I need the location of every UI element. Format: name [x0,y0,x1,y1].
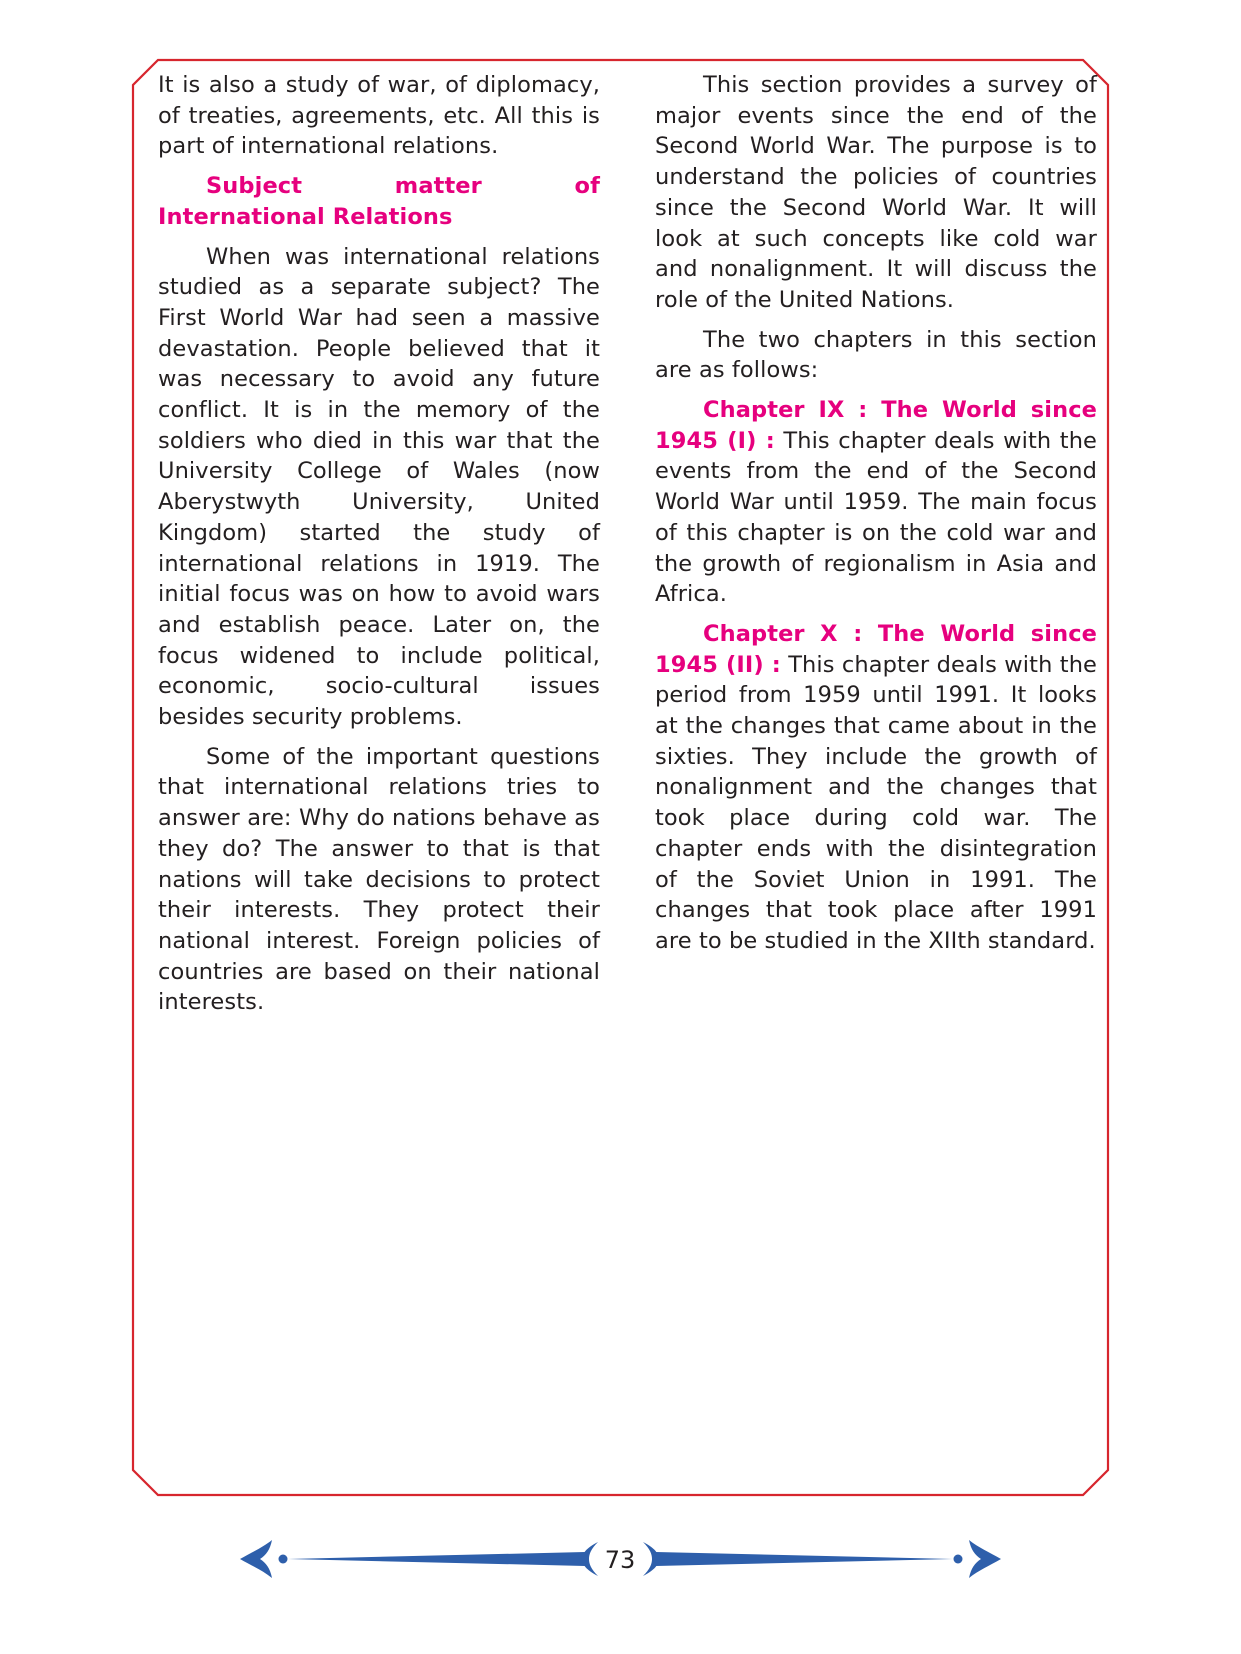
left-fleur-icon [240,1540,272,1578]
section-heading-subject-matter: Subject matter of International Relations [158,173,600,230]
paragraph-important-questions: Some of the important questions that international relations tries to answer are: Why do nations behave as they do? The answer to that is that nations will take decisions to protect their interests. They protect their national interest. Foreign policies of countries are based on their national interests. [158,743,600,1016]
page-number: 73 [604,1546,636,1574]
paragraph-two-chapters: The two chapters in this section are as follows: [655,326,1097,384]
left-ornament-bar [288,1552,585,1566]
right-text-column [655,70,1097,966]
chapter-x-text: This chapter deals with the period from 1959 until 1991. It looks at the changes that came about in the sixties. They include the growth of nonalignment and the changes that took place during cold war. The chapter ends with the disintegration of the Soviet Union in 1991. The changes that took place after 1991 are to be studied in the XIIth standard. [655,651,1098,954]
chapter-ix-description [655,395,1097,610]
right-ornament-bar [656,1552,953,1566]
left-text-column [158,70,600,1027]
paragraph-separate-subject: When was international relations studied as a separate subject? The First World War had seen a massive devastation. People believed that it was necessary to avoid any future conflict. It is in the memory of the soldiers who died in this war that the University College of Wales (now Aberystwyth University, United Kingdom) started the study of international relations in 1919. The initial focus was on how to avoid wars and establish peace. Later on, the focus widened to include political, economic, socio-cultural issues besides security problems. [158,243,600,731]
chapter-x-title: Chapter X : The World since 1945 (II) : [655,620,1097,678]
chapter-x-description [655,619,1097,957]
paragraph-section-survey: This section provides a survey of major events since the end of the Second World War. The purpose is to understand the policies of countries since the Second World War. It will look at such concepts like cold war and nonalignment. It will discuss the role of the United Nations. [655,72,1097,313]
paragraph-study-of-war: It is also a study of war, of diplomacy, of treaties, agreements, etc. All this is part of international relations. [158,72,600,160]
chapter-ix-text: This chapter deals with the events from the end of the Second World War until 1959. The main focus of this chapter is on the cold war and the growth of regionalism in Asia and Africa. [655,427,1098,608]
right-fleur-icon [969,1540,1001,1578]
chapter-ix-title: Chapter IX : The World since 1945 (I) : [655,397,1097,454]
